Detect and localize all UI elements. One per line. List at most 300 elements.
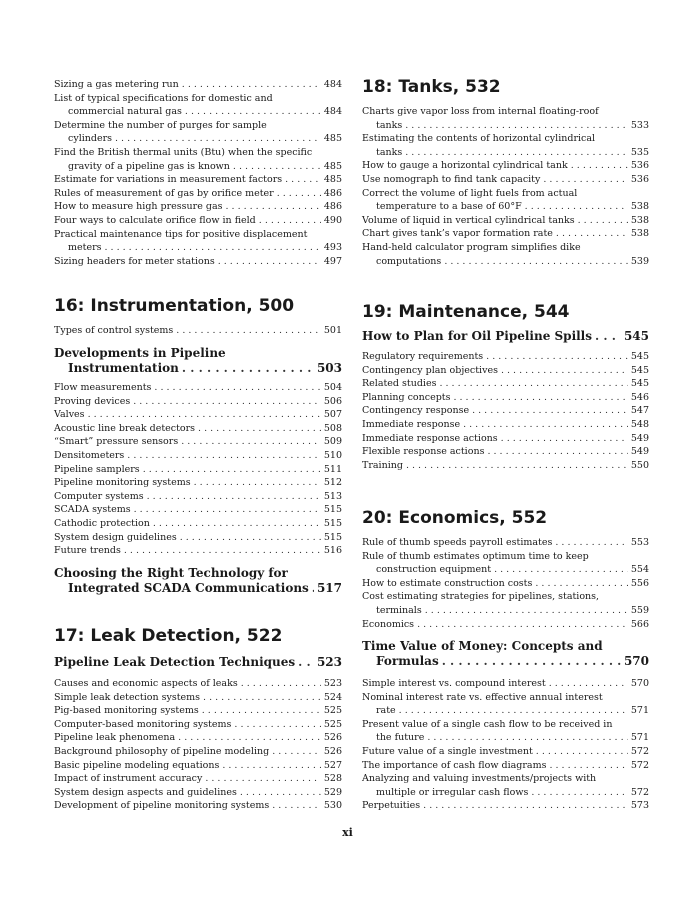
leader-dots xyxy=(463,418,628,432)
toc-entry-title: Integrated SCADA Communications xyxy=(68,581,309,595)
toc-entry-title: the future xyxy=(376,732,425,744)
toc-entry-line xyxy=(362,759,649,773)
toc-entry-title: Regulatory requirements xyxy=(362,351,484,362)
toc-entry-line xyxy=(362,432,649,446)
toc-entry xyxy=(362,377,649,391)
toc-entry-line xyxy=(362,745,649,759)
toc-entry xyxy=(54,146,342,173)
toc-entry-line xyxy=(362,391,649,405)
toc-entry-title: tanks xyxy=(376,119,403,131)
toc-page-number: 517 xyxy=(316,581,342,595)
toc-entry-title: multiple or irregular cash flows xyxy=(376,786,529,798)
toc-entry xyxy=(362,618,649,632)
leader-dots xyxy=(425,604,628,618)
toc-entry xyxy=(54,772,342,786)
toc-page-number: 536 xyxy=(630,160,649,172)
toc-entry-line xyxy=(54,92,342,106)
leader-dots xyxy=(115,132,321,146)
toc-entry-title: Rule of thumb estimates optimum time to keep xyxy=(362,550,589,562)
toc-entry-title: Time Value of Money: Concepts and xyxy=(362,639,603,653)
leader-dots xyxy=(556,227,628,241)
toc-entry xyxy=(54,381,342,395)
chapter-heading: 16: Instrumentation, 500 xyxy=(54,296,295,316)
leader-dots xyxy=(427,731,628,745)
toc-page-number: 572 xyxy=(630,746,649,757)
leader-dots xyxy=(312,581,314,596)
toc-entry-title: computations xyxy=(376,255,442,267)
leader-dots xyxy=(298,655,314,670)
toc-entry-line xyxy=(362,654,649,669)
toc-entry-title: terminals xyxy=(376,604,422,616)
toc-page-number: 570 xyxy=(630,678,649,689)
toc-page-number: 550 xyxy=(630,459,649,471)
toc-entry xyxy=(54,435,342,449)
toc-page-number: 513 xyxy=(323,490,342,502)
toc-entry-title: Formulas xyxy=(376,654,439,668)
toc-section-heading xyxy=(54,566,342,596)
toc-entry xyxy=(362,391,649,405)
toc-entry-line xyxy=(54,255,342,269)
toc-entry-line xyxy=(362,227,649,241)
toc-entry xyxy=(54,476,342,490)
leader-dots xyxy=(536,745,628,759)
toc-entry-title: Correct the volume of light fuels from actual xyxy=(362,187,578,199)
leader-dots xyxy=(272,799,321,813)
toc-page-number: 523 xyxy=(316,655,342,669)
toc-entry-title: Chart gives tank’s vapor formation rate xyxy=(362,228,553,240)
toc-entry-title: Analyzing and valuing investments/projects with xyxy=(362,773,597,785)
leader-dots xyxy=(241,677,321,691)
toc-entry xyxy=(54,395,342,409)
toc-page-number: 559 xyxy=(630,604,649,616)
toc-entry-title: Computer systems xyxy=(54,490,144,502)
toc-page-number: 504 xyxy=(323,382,342,393)
toc-entry-line xyxy=(362,377,649,391)
toc-page-number: 554 xyxy=(630,564,649,576)
toc-entry-title: Find the British thermal units (Btu) when the specific xyxy=(54,147,313,158)
toc-page-number: 508 xyxy=(323,422,342,434)
chapter-heading: 20: Economics, 552 xyxy=(362,508,548,528)
toc-page-number: 527 xyxy=(323,759,342,771)
toc-entry xyxy=(54,408,342,422)
chapter-heading: 17: Leak Detection, 522 xyxy=(54,626,283,646)
toc-entry-title: Simple leak detection systems xyxy=(54,691,201,703)
leader-dots xyxy=(543,173,628,187)
toc-section-heading xyxy=(54,655,342,670)
toc-entry-title: cylinders xyxy=(68,133,113,145)
toc-entry xyxy=(362,691,649,718)
toc-entry-line xyxy=(362,677,649,691)
leader-dots xyxy=(501,364,628,378)
toc-entry-line xyxy=(362,772,649,786)
leader-dots xyxy=(176,324,321,338)
leader-dots xyxy=(222,759,321,773)
leader-dots xyxy=(182,361,314,376)
toc-entry-line xyxy=(362,786,649,800)
toc-entry-title: Economics xyxy=(362,618,415,630)
toc-section-heading xyxy=(54,346,342,376)
toc-entry-title: Planning concepts xyxy=(362,391,451,403)
toc-entry-line xyxy=(54,786,342,800)
toc-entry xyxy=(362,445,649,459)
leader-dots xyxy=(549,759,627,773)
leader-dots xyxy=(423,799,628,813)
toc-page-number: 526 xyxy=(323,732,342,744)
toc-entry xyxy=(362,187,649,214)
toc-entry-line xyxy=(362,691,649,705)
toc-entry-line xyxy=(54,241,342,255)
toc-entry-line xyxy=(54,187,342,201)
toc-page-number: 549 xyxy=(630,432,649,444)
toc-entry-title: Related studies xyxy=(362,378,437,390)
toc-entry xyxy=(54,187,342,201)
toc-entry xyxy=(362,590,649,617)
toc-entry-line xyxy=(54,422,342,436)
leader-dots xyxy=(259,214,321,228)
toc-entry-title: Valves xyxy=(54,409,85,421)
toc-entry-line xyxy=(54,772,342,786)
toc-entry xyxy=(54,704,342,718)
toc-page-number: 512 xyxy=(323,477,342,489)
toc-page-number: 526 xyxy=(323,746,342,757)
toc-entry-title: Background philosophy of pipeline modeling xyxy=(54,746,270,757)
leader-dots xyxy=(555,536,628,550)
toc-entry-line xyxy=(362,639,649,654)
toc-entry-line xyxy=(362,445,649,459)
leader-dots xyxy=(154,381,320,395)
toc-entry-title: temperature to a base of 60°F xyxy=(376,201,522,213)
toc-entry-line xyxy=(54,173,342,187)
toc-entry-title: rate xyxy=(376,705,396,717)
toc-page-number: 572 xyxy=(630,786,649,798)
toc-entry-line xyxy=(362,618,649,632)
toc-entry xyxy=(54,799,342,813)
leader-dots xyxy=(578,214,628,228)
toc-page-number: 538 xyxy=(630,228,649,240)
toc-page-number: 501 xyxy=(323,325,342,336)
leader-dots xyxy=(399,704,628,718)
toc-entry xyxy=(362,718,649,745)
toc-page-number: 485 xyxy=(323,174,342,186)
toc-entry-title: Immediate response xyxy=(362,419,461,430)
toc-entry-line xyxy=(54,146,342,160)
toc-entry-line xyxy=(362,241,649,255)
toc-entry-title: construction equipment xyxy=(376,564,492,576)
toc-entry-title: How to estimate construction costs xyxy=(362,577,533,589)
toc-page-number: 484 xyxy=(323,106,342,118)
leader-dots xyxy=(240,786,321,800)
toc-entry-title: Proving devices xyxy=(54,395,131,407)
toc-page-number: 571 xyxy=(630,732,649,744)
leader-dots xyxy=(133,395,321,409)
leader-dots xyxy=(218,255,321,269)
toc-entry-line xyxy=(54,503,342,517)
toc-entry-line xyxy=(54,361,342,376)
leader-dots xyxy=(472,404,628,418)
toc-entry-title: meters xyxy=(68,242,102,254)
leader-dots xyxy=(203,691,321,705)
toc-entry-title: commercial natural gas xyxy=(68,106,182,118)
toc-page-number: 571 xyxy=(630,705,649,717)
toc-page-number: 528 xyxy=(323,773,342,785)
leader-dots xyxy=(442,654,621,669)
toc-entry-title: Densitometers xyxy=(54,450,125,461)
toc-entry-title: Developments in Pipeline xyxy=(54,346,226,360)
toc-entry xyxy=(54,449,342,463)
toc-entry-line xyxy=(54,105,342,119)
toc-entry-line xyxy=(54,324,342,338)
toc-entry xyxy=(54,228,342,255)
toc-page-number: 509 xyxy=(323,436,342,448)
toc-entry xyxy=(362,132,649,159)
toc-entry-line xyxy=(362,350,649,364)
toc-page-number: 573 xyxy=(630,800,649,812)
toc-entry xyxy=(362,227,649,241)
toc-page-number: 484 xyxy=(323,79,342,90)
leader-dots xyxy=(225,200,320,214)
toc-page-number: 485 xyxy=(323,160,342,172)
toc-entry xyxy=(362,214,649,228)
toc-entry-line xyxy=(54,476,342,490)
toc-entry-line xyxy=(54,799,342,813)
toc-entry-title: Practical maintenance tips for positive displacement xyxy=(54,228,308,240)
toc-page-number: 538 xyxy=(630,201,649,213)
toc-page-number: 545 xyxy=(630,364,649,376)
toc-page-number: 533 xyxy=(630,119,649,131)
leader-dots xyxy=(417,618,628,632)
toc-entry xyxy=(362,799,649,813)
toc-entry-title: Four ways to calculate orifice flow in field xyxy=(54,215,256,226)
leader-dots xyxy=(180,531,321,545)
toc-entry-line xyxy=(54,435,342,449)
leader-dots xyxy=(143,463,321,477)
toc-section-heading xyxy=(362,329,649,344)
leader-dots xyxy=(571,159,628,173)
toc-entry-title: Sizing headers for meter stations xyxy=(54,255,215,267)
toc-entry-line xyxy=(54,160,342,174)
toc-page-number: 549 xyxy=(630,446,649,458)
toc-page-number: 566 xyxy=(630,618,649,630)
toc-entry-line xyxy=(362,146,649,160)
leader-dots xyxy=(181,435,321,449)
toc-entry-title: Hand-held calculator program simplifies dike xyxy=(362,242,581,253)
toc-entry-title: How to Plan for Oil Pipeline Spills xyxy=(362,329,592,343)
leader-dots xyxy=(202,704,321,718)
toc-entry-title: Instrumentation xyxy=(68,361,179,375)
toc-page-number: 486 xyxy=(323,201,342,213)
toc-entry-line xyxy=(54,200,342,214)
toc-entry-title: Pig-based monitoring systems xyxy=(54,705,199,717)
leader-dots xyxy=(405,146,628,160)
toc-entry-line xyxy=(54,463,342,477)
toc-entry-line xyxy=(362,173,649,187)
toc-entry-line xyxy=(362,590,649,604)
toc-entry-title: Immediate response actions xyxy=(362,432,498,444)
toc-entry xyxy=(54,786,342,800)
leader-dots xyxy=(549,677,628,691)
toc-entry-title: SCADA systems xyxy=(54,504,131,516)
toc-entry-line xyxy=(54,531,342,545)
toc-entry-title: System design aspects and guidelines xyxy=(54,786,237,798)
toc-entry xyxy=(54,422,342,436)
toc-entry-line xyxy=(362,536,649,550)
toc-page-number: 516 xyxy=(323,545,342,557)
leader-dots xyxy=(277,187,321,201)
toc-page-number: 529 xyxy=(323,786,342,798)
toc-entry xyxy=(362,418,649,432)
toc-entry xyxy=(362,173,649,187)
toc-page-number: 538 xyxy=(630,214,649,226)
toc-entry xyxy=(54,173,342,187)
toc-entry xyxy=(362,772,649,799)
leader-dots xyxy=(233,160,321,174)
toc-entry-line xyxy=(54,745,342,759)
leader-dots xyxy=(285,173,321,187)
toc-entry-title: Pipeline Leak Detection Techniques xyxy=(54,655,296,669)
toc-entry-title: Perpetuities xyxy=(362,800,421,812)
toc-page-number: 515 xyxy=(323,531,342,543)
toc-page-number: 507 xyxy=(323,409,342,421)
toc-entry-line xyxy=(54,655,342,670)
leader-dots xyxy=(88,408,321,422)
toc-page-number: 493 xyxy=(323,242,342,254)
leader-dots xyxy=(486,350,628,364)
leader-dots xyxy=(198,422,321,436)
leader-dots xyxy=(205,772,321,786)
toc-entry xyxy=(362,459,649,473)
toc-entry-line xyxy=(362,255,649,269)
toc-entry-title: Contingency plan objectives xyxy=(362,364,498,376)
leader-dots xyxy=(406,459,628,473)
toc-entry-title: Flow measurements xyxy=(54,382,152,393)
leader-dots xyxy=(182,78,321,92)
leader-dots xyxy=(272,745,321,759)
toc-entry xyxy=(54,200,342,214)
toc-entry-line xyxy=(54,408,342,422)
leader-dots xyxy=(439,377,627,391)
toc-page-number: 535 xyxy=(630,146,649,158)
toc-entry-line xyxy=(54,691,342,705)
toc-page-number: 530 xyxy=(323,800,342,812)
leader-dots xyxy=(494,563,628,577)
toc-entry xyxy=(54,531,342,545)
toc-entry-title: Determine the number of purges for sample xyxy=(54,119,267,131)
toc-entry-line xyxy=(362,187,649,201)
toc-entry-title: Acoustic line break detectors xyxy=(54,422,196,434)
toc-entry-title: Volume of liquid in vertical cylindrical tanks xyxy=(362,214,575,226)
toc-entry-title: Nominal interest rate vs. effective annual interest xyxy=(362,691,603,703)
toc-entry xyxy=(362,404,649,418)
toc-entry-title: Rules of measurement of gas by orifice meter xyxy=(54,187,274,199)
toc-entry-title: Estimate for variations in measurement factors xyxy=(54,174,283,186)
toc-page-number: 486 xyxy=(323,187,342,199)
toc-entry-title: The importance of cash flow diagrams xyxy=(362,759,547,771)
toc-entry-line xyxy=(362,159,649,173)
toc-entry-title: Charts give vapor loss from internal floating-roof xyxy=(362,106,599,117)
toc-entry xyxy=(54,214,342,228)
toc-entry-title: Future value of a single investment xyxy=(362,746,533,757)
toc-entry xyxy=(54,544,342,558)
toc-entry-title: Flexible response actions xyxy=(362,446,485,458)
leader-dots xyxy=(453,391,627,405)
toc-entry xyxy=(362,241,649,268)
toc-entry-line xyxy=(362,119,649,133)
toc-entry xyxy=(362,577,649,591)
toc-entry xyxy=(54,503,342,517)
toc-entry xyxy=(54,718,342,732)
leader-dots xyxy=(405,119,628,133)
toc-page-number: 572 xyxy=(630,759,649,771)
toc-entry-title: Choosing the Right Technology for xyxy=(54,566,288,580)
leader-dots xyxy=(525,200,628,214)
leader-dots xyxy=(178,731,321,745)
toc-entry-title: Rule of thumb speeds payroll estimates xyxy=(362,537,553,548)
toc-entry xyxy=(362,677,649,691)
toc-entry xyxy=(54,490,342,504)
toc-entry-line xyxy=(54,214,342,228)
toc-page-number: 506 xyxy=(323,395,342,407)
leader-dots xyxy=(124,544,321,558)
leader-dots xyxy=(531,786,628,800)
toc-entry-line xyxy=(54,228,342,242)
toc-entry xyxy=(54,517,342,531)
toc-entry-line xyxy=(54,395,342,409)
leader-dots xyxy=(487,445,627,459)
toc-entry xyxy=(362,350,649,364)
toc-entry-title: “Smart” pressure sensors xyxy=(54,436,179,448)
toc-page-number: 523 xyxy=(323,678,342,689)
toc-entry-title: Development of pipeline monitoring systems xyxy=(54,800,270,812)
toc-entry-line xyxy=(54,759,342,773)
toc-page-number: 548 xyxy=(630,419,649,430)
toc-page-number: 525 xyxy=(323,718,342,730)
toc-entry-title: Pipeline leak phenomena xyxy=(54,732,176,744)
leader-dots xyxy=(153,517,321,531)
toc-page-number: 570 xyxy=(623,654,649,668)
toc-entry xyxy=(54,745,342,759)
toc-entry-line xyxy=(362,718,649,732)
toc-page-number: 539 xyxy=(630,255,649,267)
leader-dots xyxy=(105,241,321,255)
toc-entry-line xyxy=(54,581,342,596)
toc-entry-line xyxy=(54,566,342,581)
toc-entry-line xyxy=(362,214,649,228)
toc-entry-title: Sizing a gas metering run xyxy=(54,79,179,90)
toc-entry-title: Estimating the contents of horizontal cylindrical xyxy=(362,133,596,145)
leader-dots xyxy=(501,432,628,446)
toc-entry xyxy=(54,691,342,705)
toc-page-number: 545 xyxy=(630,378,649,390)
leader-dots xyxy=(234,718,320,732)
toc-entry-title: Contingency response xyxy=(362,405,470,417)
chapter-heading: 18: Tanks, 532 xyxy=(362,77,501,97)
toc-page-number: 556 xyxy=(630,577,649,589)
leader-dots xyxy=(194,476,321,490)
toc-entry-line xyxy=(362,799,649,813)
toc-entry-line xyxy=(362,364,649,378)
toc-entry-line xyxy=(54,677,342,691)
toc-entry-title: Cost estimating strategies for pipelines, stations, xyxy=(362,591,600,603)
toc-entry-line xyxy=(54,731,342,745)
toc-page-number: 510 xyxy=(323,450,342,461)
toc-entry-title: List of typical specifications for domestic and xyxy=(54,92,273,104)
toc-page-number: 536 xyxy=(630,174,649,185)
toc-entry-line xyxy=(54,132,342,146)
toc-entry xyxy=(362,536,649,550)
toc-entry-title: Pipeline monitoring systems xyxy=(54,477,191,489)
toc-entry-title: How to gauge a horizontal cylindrical tank xyxy=(362,160,568,172)
toc-entry-line xyxy=(54,78,342,92)
